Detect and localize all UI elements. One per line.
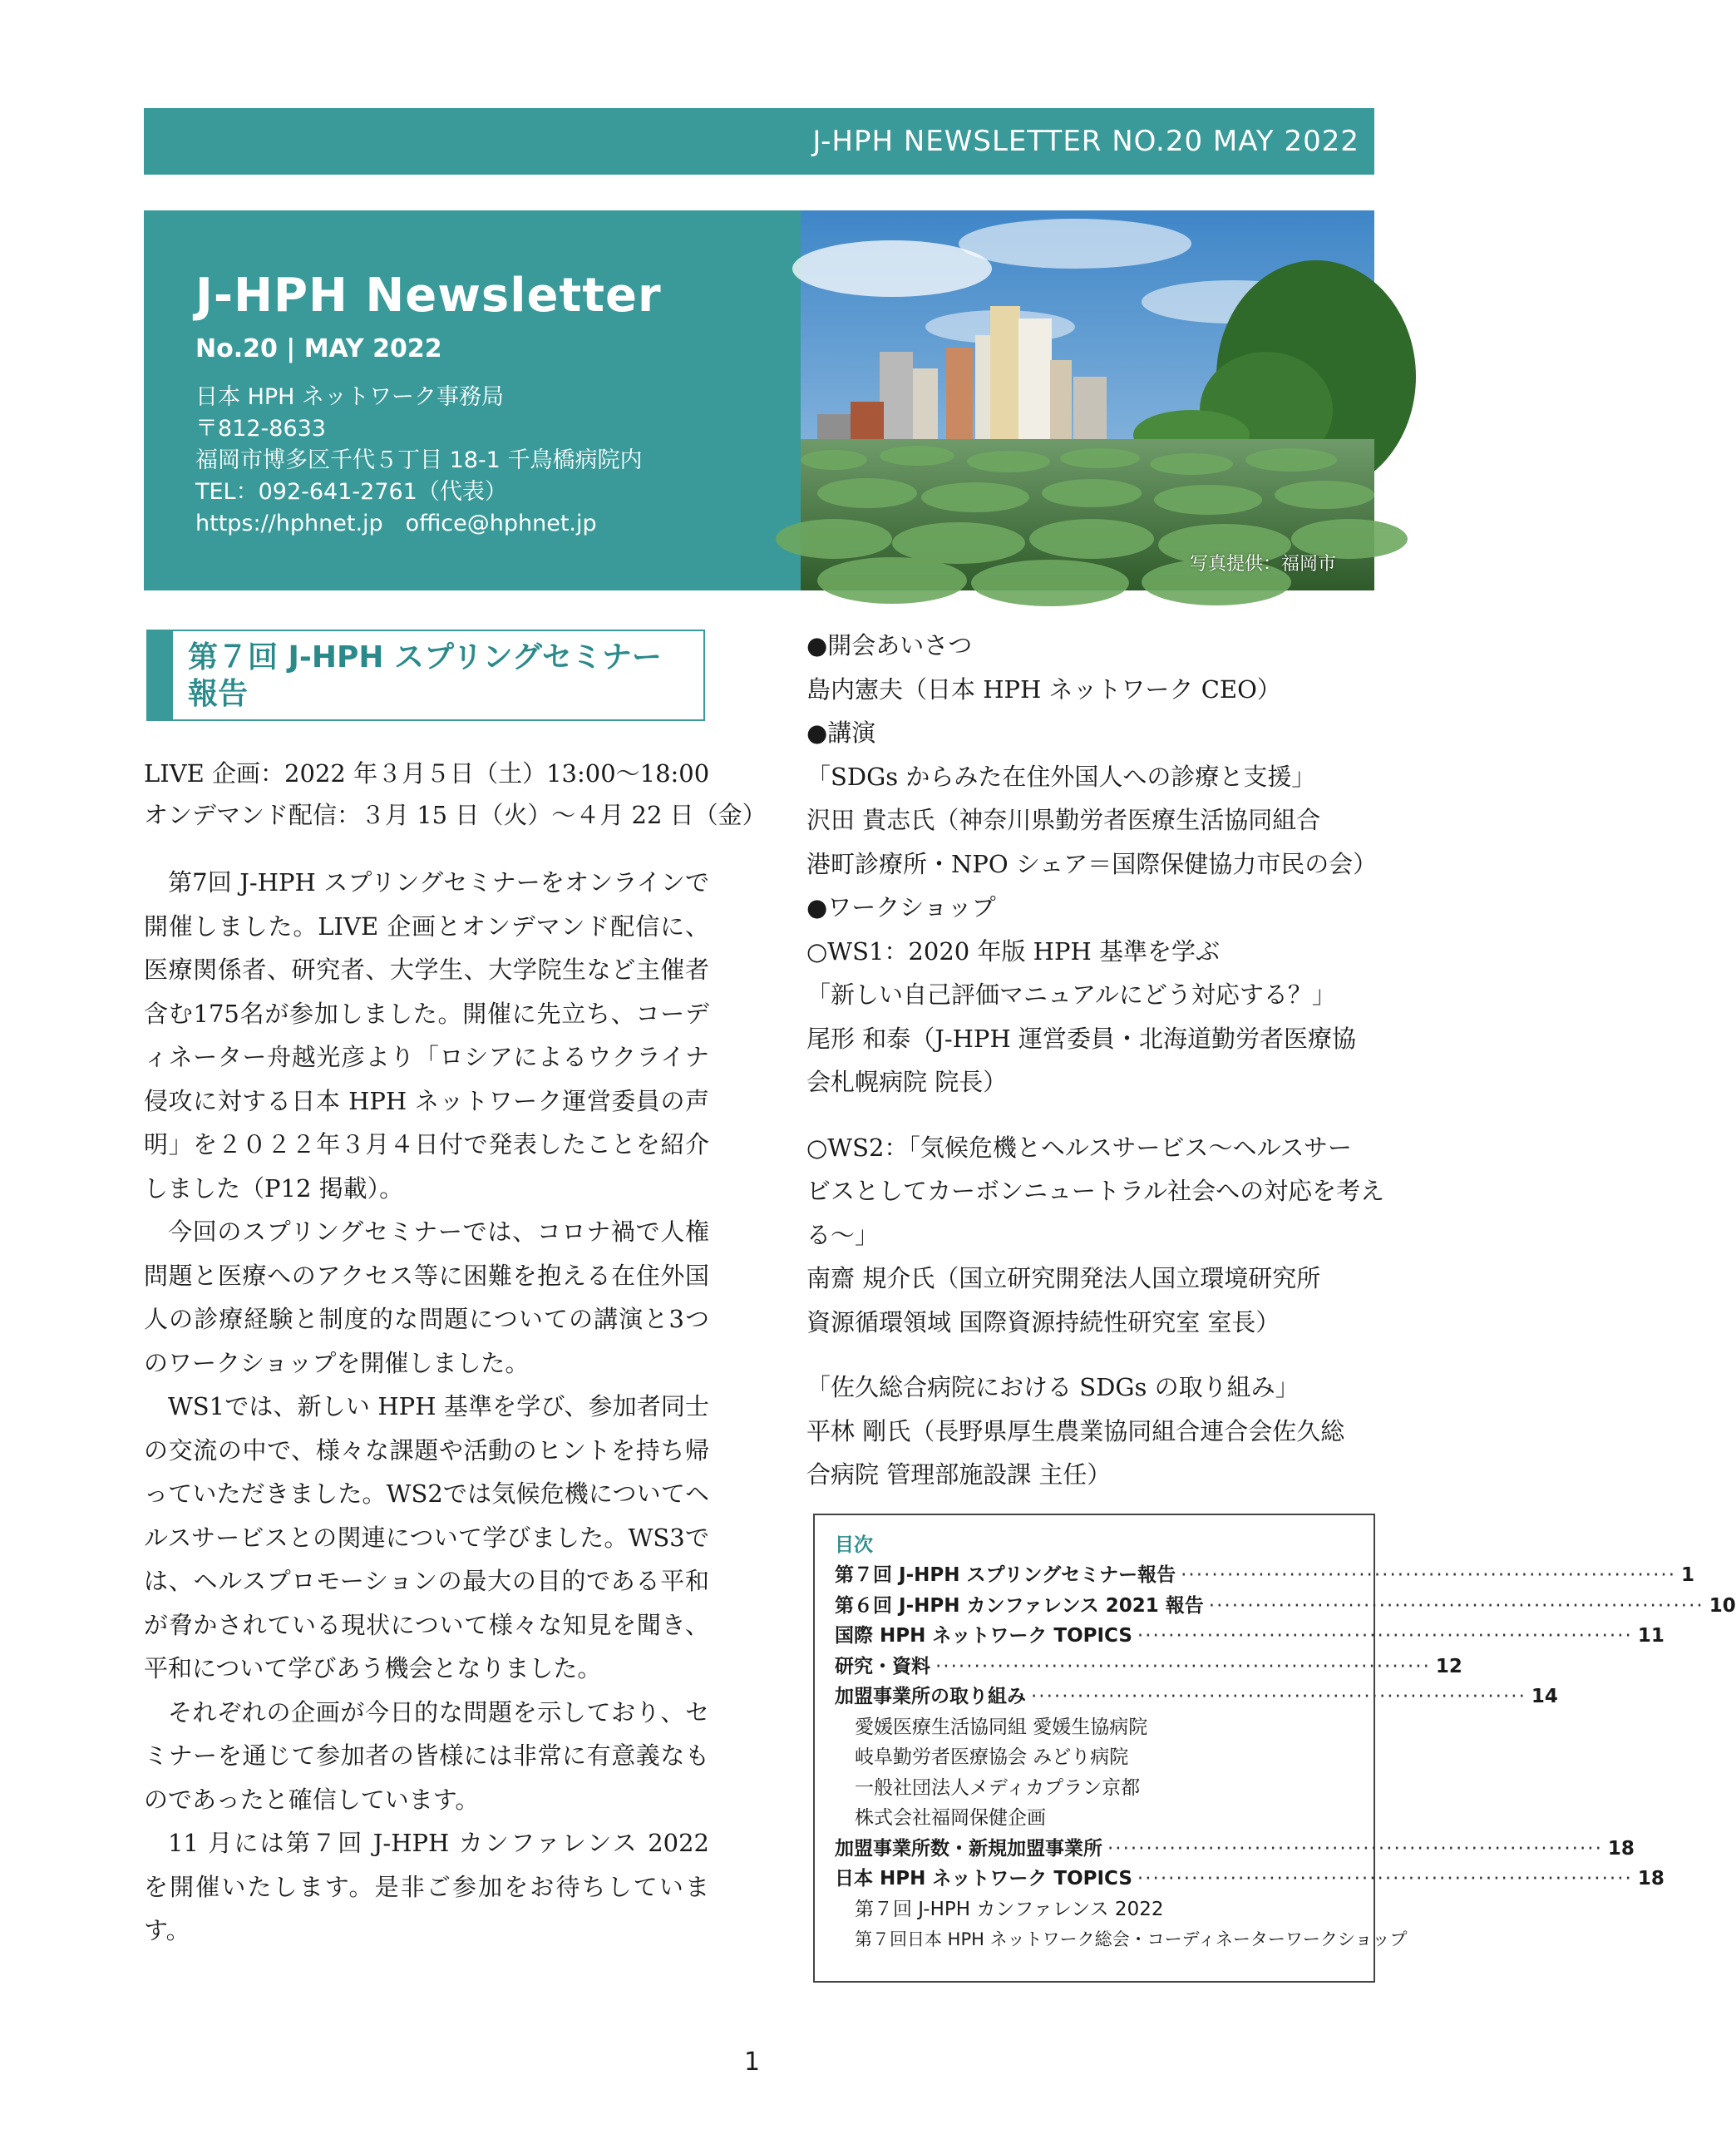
toc-entry-label: 加盟事業所の取り組み [835,1686,1026,1707]
cover-photo [801,210,1374,590]
toc-heading: 目次 [835,1534,873,1556]
toc-entry-page: 14 [1531,1686,1558,1707]
program-ws2-affiliation: 資源循環領域 国際資源持続性研究室 室長） [806,1307,1280,1336]
program-ws2-title: ○WS2：「気候危機とヘルスサービス〜ヘルスサー [806,1133,1353,1162]
section-heading [146,630,705,721]
program-ws2-title-end: る〜」 [806,1220,880,1249]
body-paragraph: WS1では、新しい HPH 基準を学び、参加者同士の交流の中で、様々な課題や活動のヒントを持ち帰っていただきました。WS2では気候危機についてヘルスサービスとの関連について学びました。WS3では、ヘルスプロモーションの最大の目的である平和が脅かされている現状について様々な知見を聞き、平和について学びあう機会となりました。 [144,1392,709,1682]
right-column [806,624,1385,1497]
program-lecture-title: 「SDGs からみた在住外国人への診療と支援」 [806,762,1316,791]
program-ws1-speaker-cont: 会札幌病院 院長） [806,1068,1008,1096]
body-paragraph: 11 月には第７回 J-HPH カンファレンス 2022 を開催いたします。是非ご参加をお待ちしています。 [144,1829,709,1944]
toc-sub-item: 一般社団法人メディカプラン京都 [855,1776,1141,1799]
toc-sub-item: 第７回日本 HPH ネットワーク総会・コーディネーターワークショップ [855,1929,1408,1949]
toc-entry-label: 第６回 J-HPH カンファレンス 2021 報告 [835,1594,1204,1617]
program-workshop-label: ●ワークショップ [806,893,996,921]
live-date-line: LIVE 企画：2022 年３月５日（土）13:00〜18:00 [144,759,710,788]
toc-entry-page: 12 [1435,1655,1462,1677]
body-paragraph: 今回のスプリングセミナーでは、コロナ禍で人権問題と医療へのアクセス等に困難を抱える在住外国人の診療経験と制度的な問題についての講演と3つのワークショップを開催しました。 [144,1218,709,1377]
toc-sub-item: 愛媛医療生活協同組 愛媛生協病院 [855,1716,1148,1738]
toc-entry[interactable]: 研究・資料 ································································ 12 [835,1652,1354,1682]
toc-entry-page: 10 [1709,1594,1736,1617]
newsletter-title: J-HPH Newsletter [195,269,662,323]
program-ws2-title-cont: ビスとしてカーボンニュートラル社会への対応を考え [806,1177,1385,1205]
ondemand-date-line: オンデマンド配信：３月 15 日（火）〜４月 22 日（金） [144,801,767,829]
left-column [144,753,767,1953]
office-web-email: https://hphnet.jp office@hphnet.jp [195,511,597,536]
program-ws1-title: ○WS1：2020 年版 HPH 基準を学ぶ [806,936,1220,966]
toc-sub-item: 岐阜勤労者医療協会 みどり病院 [855,1746,1129,1768]
toc-entry[interactable]: 第７回 J-HPH スプリングセミナー報告 ································································ 1 [835,1560,1354,1591]
toc-entry-page: 18 [1637,1868,1664,1889]
toc-entry-label: 国際 HPH ネットワーク TOPICS [835,1625,1132,1647]
program-opening-speaker: 島内憲夫（日本 HPH ネットワーク CEO） [806,674,1281,704]
program-ws3-title: 「佐久総合病院における SDGs の取り組み」 [806,1373,1300,1401]
toc-entry[interactable]: 国際 HPH ネットワーク TOPICS ································································ 11 [835,1621,1354,1652]
program-lecture-speaker: 沢田 貴志氏（神奈川県勤労者医療生活協同組合 [806,806,1321,834]
section-heading-line2: 報告 [188,677,249,711]
program-lecture-label: ●講演 [806,719,876,747]
postal-code: 〒812-8633 [195,416,326,442]
toc-entry-label: 第７回 J-HPH スプリングセミナー報告 [835,1564,1176,1586]
toc-entry[interactable]: 加盟事業所の取り組み ································································ 14 [835,1682,1354,1712]
toc-entry-page: 11 [1637,1625,1664,1647]
newsletter-header-text: J-HPH NEWSLETTER NO.20 MAY 2022 [812,125,1359,158]
issue-label: No.20 | MAY 2022 [195,334,442,363]
office-phone: TEL：092-641-2761（代表） [195,479,507,505]
body-paragraph: それぞれの企画が今日的な問題を示しており、セミナーを通じて参加者の皆様には非常に有意義なものであったと確信しています。 [144,1697,709,1814]
toc-entry-label: 日本 HPH ネットワーク TOPICS [835,1868,1132,1889]
program-ws1-speaker: 尾形 和泰（J-HPH 運営委員・北海道勤労者医療協 [806,1024,1356,1053]
article-body [144,861,709,1953]
toc-sub-item: 株式会社福岡保健企画 [855,1807,1046,1829]
toc-entry[interactable]: 第６回 J-HPH カンファレンス 2021 報告 ································································ 10 [835,1591,1354,1622]
page-number: 1 [743,2047,761,2077]
program-ws2-speaker: 南齋 規介氏（国立研究開発法人国立環境研究所 [806,1264,1321,1292]
program-ws1-subtitle: 「新しい自己評価マニュアルにどう対応する？」 [806,981,1336,1009]
program-ws3-speaker: 平林 剛氏（長野県厚生農業協同組合連合会佐久総 [806,1416,1345,1445]
toc-sub-item: 第７回 J-HPH カンファレンス 2022 [855,1898,1164,1920]
program-opening-label: ●開会あいさつ [806,631,973,659]
program-ws3-affiliation: 合病院 管理部施設課 主任） [806,1460,1112,1489]
newsletter-header-bar [144,108,1374,175]
photo-credit: 写真提供：福岡市 [1189,554,1336,575]
section-heading-line1: 第７回 J-HPH スプリングセミナー [188,640,662,674]
masthead [144,210,801,590]
toc-entry-page: 1 [1681,1564,1695,1586]
toc-entry-label: 研究・資料 [835,1655,930,1677]
lotus-city-photo [801,210,1374,590]
office-name: 日本 HPH ネットワーク事務局 [195,384,505,410]
toc-entry-label: 加盟事業所数・新規加盟事業所 [835,1837,1102,1860]
toc-entry-page: 18 [1607,1837,1635,1860]
table-of-contents [813,1514,1736,1983]
toc-entry[interactable]: 加盟事業所数・新規加盟事業所 ································································ 18 [835,1834,1354,1865]
toc-entry[interactable]: 日本 HPH ネットワーク TOPICS ································································ 18 [835,1864,1354,1894]
body-paragraph: 第7回 J-HPH スプリングセミナーをオンラインで開催しました。LIVE 企画とオンデマンド配信に、医療関係者、研究者、大学生、大学院生など主催者含む175名が参加しました。開催に先立ち、コーディネーター舟越光彦より「ロシアによるウクライナ侵攻に対する日本 HPH ネットワーク運営委員の声明」を２０２２年３月４日付で発表したことを紹介しました（P12 掲載）。 [144,868,709,1203]
program-lecture-affiliation: 港町診療所・NPO シェア＝国際保健協力市民の会） [806,849,1378,878]
office-address: 福岡市博多区千代５丁目 18-1 千鳥橋病院内 [195,447,643,473]
